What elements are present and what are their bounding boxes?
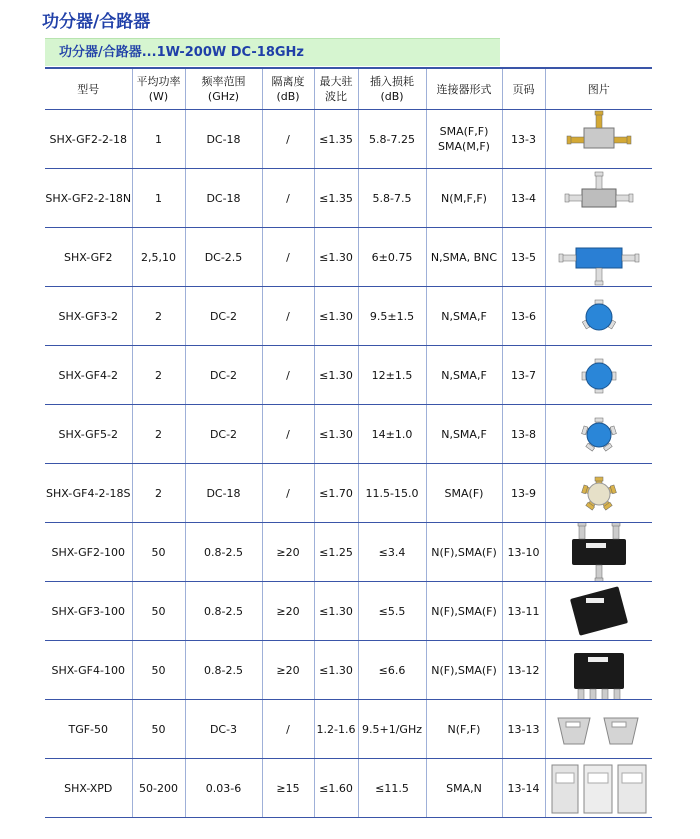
cell-connector: N(F),SMA(F) — [426, 641, 502, 700]
cell-insertion-loss: 6±0.75 — [358, 228, 426, 287]
cell-isolation: / — [262, 700, 314, 759]
cell-vswr: ≤1.30 — [314, 228, 358, 287]
cell-image — [545, 641, 652, 700]
cell-page: 13-5 — [502, 228, 545, 287]
cell-page: 13-14 — [502, 759, 545, 818]
cell-insertion-loss: 11.5-15.0 — [358, 464, 426, 523]
black-box-4-icon — [546, 641, 652, 699]
cell-connector: N(F),SMA(F) — [426, 582, 502, 641]
cell-image — [545, 287, 652, 346]
cell-connector: SMA,N — [426, 759, 502, 818]
cell-power: 50 — [132, 582, 185, 641]
cell-insertion-loss: 12±1.5 — [358, 346, 426, 405]
section-banner: 功分器/合路器...1W-200W DC-18GHz — [45, 38, 500, 66]
cell-frequency: DC-2 — [185, 346, 262, 405]
cell-frequency: DC-2 — [185, 405, 262, 464]
cell-vswr: ≤1.35 — [314, 110, 358, 169]
cell-model: SHX-GF4-2-18S — [45, 464, 132, 523]
cell-vswr: ≤1.30 — [314, 287, 358, 346]
cell-vswr: ≤1.30 — [314, 582, 358, 641]
xpd-trio-icon — [546, 759, 652, 817]
cell-isolation: ≥20 — [262, 641, 314, 700]
cell-image — [545, 346, 652, 405]
cell-page: 13-8 — [502, 405, 545, 464]
cell-model: SHX-GF2-2-18N — [45, 169, 132, 228]
header-isolation: 隔离度 (dB) — [262, 68, 314, 110]
n-tee-icon — [546, 169, 652, 227]
cell-isolation: / — [262, 287, 314, 346]
blue-dome-4-icon — [546, 346, 652, 404]
cell-connector: N,SMA,F — [426, 405, 502, 464]
cell-vswr: ≤1.35 — [314, 169, 358, 228]
cell-page: 13-11 — [502, 582, 545, 641]
cell-power: 1 — [132, 110, 185, 169]
cell-insertion-loss: ≤6.6 — [358, 641, 426, 700]
cell-connector: SMA(F) — [426, 464, 502, 523]
header-power: 平均功率 (W) — [132, 68, 185, 110]
header-model: 型号 — [45, 68, 132, 110]
cell-image — [545, 228, 652, 287]
cell-model: SHX-GF2-2-18 — [45, 110, 132, 169]
cell-model: SHX-GF5-2 — [45, 405, 132, 464]
cell-image — [545, 523, 652, 582]
cell-isolation: / — [262, 346, 314, 405]
cell-power: 2 — [132, 464, 185, 523]
cell-vswr: ≤1.25 — [314, 523, 358, 582]
cell-image — [545, 700, 652, 759]
blue-block-icon — [546, 228, 652, 286]
cell-power: 2 — [132, 405, 185, 464]
cell-frequency: DC-18 — [185, 464, 262, 523]
cell-model: SHX-GF4-100 — [45, 641, 132, 700]
table-row — [45, 641, 652, 700]
cell-isolation: ≥20 — [262, 523, 314, 582]
cell-vswr: ≤1.70 — [314, 464, 358, 523]
cell-page: 13-13 — [502, 700, 545, 759]
cell-image — [545, 169, 652, 228]
cell-connector: N(F,F) — [426, 700, 502, 759]
cell-insertion-loss: ≤3.4 — [358, 523, 426, 582]
cell-model: SHX-XPD — [45, 759, 132, 818]
cell-vswr: ≤1.30 — [314, 641, 358, 700]
cell-model: SHX-GF2 — [45, 228, 132, 287]
table-header-row — [45, 68, 652, 110]
cell-image — [545, 464, 652, 523]
cell-page: 13-7 — [502, 346, 545, 405]
cell-power: 50-200 — [132, 759, 185, 818]
cell-connector: N(M,F,F) — [426, 169, 502, 228]
cell-vswr: ≤1.30 — [314, 405, 358, 464]
cell-frequency: DC-2.5 — [185, 228, 262, 287]
cell-vswr: ≤1.60 — [314, 759, 358, 818]
cell-frequency: 0.8-2.5 — [185, 582, 262, 641]
table-row — [45, 405, 652, 464]
gold-star-icon — [546, 464, 652, 522]
cell-power: 50 — [132, 523, 185, 582]
page-title: 功分器/合路器 — [42, 12, 151, 32]
cell-image — [545, 759, 652, 818]
cell-frequency: DC-18 — [185, 110, 262, 169]
cell-power: 50 — [132, 641, 185, 700]
cell-insertion-loss: 9.5±1.5 — [358, 287, 426, 346]
tgf-pair-icon — [546, 700, 652, 758]
cell-frequency: 0.03-6 — [185, 759, 262, 818]
black-box-3-icon — [546, 582, 652, 640]
black-box-2-icon — [546, 523, 652, 581]
cell-connector: N,SMA, BNC — [426, 228, 502, 287]
header-connector: 连接器形式 — [426, 68, 502, 110]
cell-isolation: / — [262, 110, 314, 169]
cell-page: 13-3 — [502, 110, 545, 169]
header-page: 页码 — [502, 68, 545, 110]
cell-connector: N,SMA,F — [426, 346, 502, 405]
cell-page: 13-6 — [502, 287, 545, 346]
header-vswr: 最大驻 波比 — [314, 68, 358, 110]
cell-frequency: DC-2 — [185, 287, 262, 346]
cell-insertion-loss: 14±1.0 — [358, 405, 426, 464]
cell-page: 13-4 — [502, 169, 545, 228]
header-image: 图片 — [545, 68, 652, 110]
spec-table — [45, 67, 652, 818]
cell-isolation: / — [262, 228, 314, 287]
table-row — [45, 464, 652, 523]
brass-tee-icon — [546, 110, 652, 168]
cell-isolation: / — [262, 405, 314, 464]
cell-power: 2,5,10 — [132, 228, 185, 287]
cell-power: 2 — [132, 287, 185, 346]
table-row — [45, 582, 652, 641]
cell-insertion-loss: 9.5+1/GHz — [358, 700, 426, 759]
cell-model: SHX-GF4-2 — [45, 346, 132, 405]
cell-vswr: ≤1.30 — [314, 346, 358, 405]
cell-page: 13-12 — [502, 641, 545, 700]
cell-insertion-loss: ≤5.5 — [358, 582, 426, 641]
cell-isolation: / — [262, 169, 314, 228]
cell-image — [545, 582, 652, 641]
cell-insertion-loss: 5.8-7.25 — [358, 110, 426, 169]
cell-model: TGF-50 — [45, 700, 132, 759]
cell-page: 13-9 — [502, 464, 545, 523]
cell-power: 2 — [132, 346, 185, 405]
cell-model: SHX-GF2-100 — [45, 523, 132, 582]
cell-connector: N(F),SMA(F) — [426, 523, 502, 582]
table-row — [45, 169, 652, 228]
cell-frequency: DC-18 — [185, 169, 262, 228]
cell-isolation: ≥15 — [262, 759, 314, 818]
blue-dome-3-icon — [546, 287, 652, 345]
cell-model: SHX-GF3-100 — [45, 582, 132, 641]
cell-power: 1 — [132, 169, 185, 228]
table-row — [45, 228, 652, 287]
cell-isolation: ≥20 — [262, 582, 314, 641]
table-row — [45, 700, 652, 759]
header-frequency: 频率范围 (GHz) — [185, 68, 262, 110]
table-row — [45, 523, 652, 582]
cell-image — [545, 405, 652, 464]
cell-insertion-loss: ≤11.5 — [358, 759, 426, 818]
cell-page: 13-10 — [502, 523, 545, 582]
cell-insertion-loss: 5.8-7.5 — [358, 169, 426, 228]
cell-isolation: / — [262, 464, 314, 523]
cell-frequency: 0.8-2.5 — [185, 523, 262, 582]
table-row — [45, 287, 652, 346]
cell-connector: N,SMA,F — [426, 287, 502, 346]
blue-dome-5-icon — [546, 405, 652, 463]
cell-connector: SMA(F,F) SMA(M,F) — [426, 110, 502, 169]
cell-vswr: 1.2-1.6 — [314, 700, 358, 759]
table-row — [45, 759, 652, 818]
cell-frequency: DC-3 — [185, 700, 262, 759]
table-row — [45, 110, 652, 169]
cell-image — [545, 110, 652, 169]
cell-frequency: 0.8-2.5 — [185, 641, 262, 700]
cell-power: 50 — [132, 700, 185, 759]
table-row — [45, 346, 652, 405]
header-insertion-loss: 插入损耗 (dB) — [358, 68, 426, 110]
cell-model: SHX-GF3-2 — [45, 287, 132, 346]
